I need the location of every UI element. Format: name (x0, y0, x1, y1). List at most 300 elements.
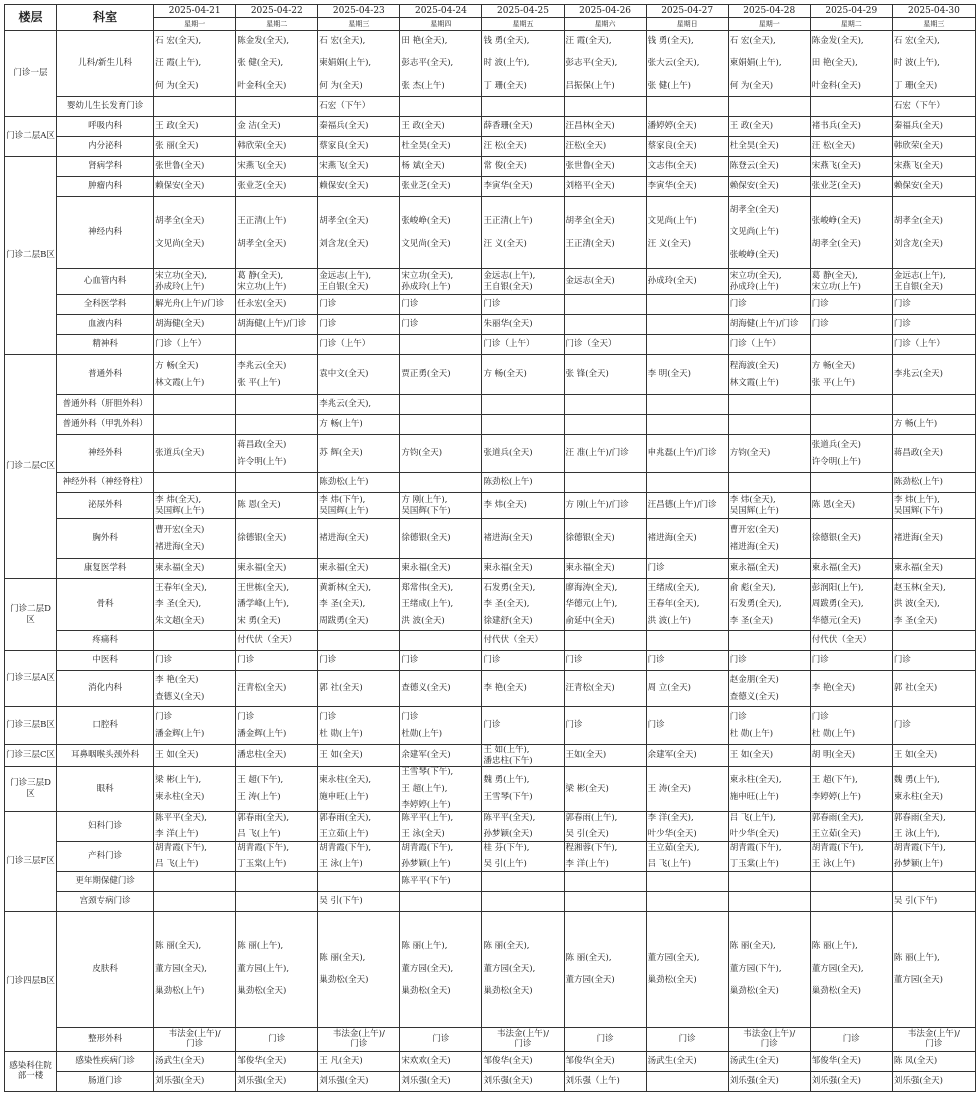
schedule-cell: 赖保安(全天) (728, 177, 810, 197)
doctor-entry: 田 艳(全天), (811, 58, 858, 69)
doctor-entry: 石发勇(全天), (729, 599, 782, 610)
doctor-entry: 李 炜(全天), (729, 495, 776, 505)
schedule-row (5, 841, 976, 871)
doctor-entry: 宋立功(上午) (237, 281, 287, 292)
doctor-entry: 刘含龙(全天) (893, 238, 943, 249)
schedule-row (5, 415, 976, 435)
doctor-entry: 华德元(上午), (565, 599, 618, 610)
doctor-entry: 吴国辉(下午) (893, 505, 943, 516)
doctor-entry: 文见尚(全天) (155, 238, 205, 249)
doctor-entry: 周 立(全天) (647, 683, 691, 694)
schedule-cell (236, 671, 318, 707)
doctor-entry: 张峻峥(全天) (729, 249, 779, 260)
schedule-cell (646, 97, 728, 117)
schedule-cell: 柬永福(全天) (236, 559, 318, 579)
schedule-cell (892, 671, 975, 707)
schedule-cell: 门诊（全天） (564, 335, 646, 355)
schedule-cell (810, 335, 892, 355)
doctor-entry: 李 炜(上午), (893, 495, 940, 505)
doctor-entry: 叶少华(全天) (729, 829, 779, 839)
schedule-cell (154, 891, 236, 911)
schedule-cell: 门诊 (400, 295, 482, 315)
schedule-cell (482, 1027, 564, 1051)
doctor-entry: 汪昌德(上午)/门诊 (647, 500, 717, 511)
floor-cell: 感染科住院部一楼 (5, 1051, 57, 1091)
doctor-entry: 陈 丽(全天), (155, 941, 202, 952)
date-header: 2025-04-30 (892, 5, 975, 18)
schedule-cell (564, 767, 646, 812)
schedule-cell: 门诊（上午） (482, 335, 564, 355)
doctor-entry: 宋立功(全天), (729, 271, 782, 281)
schedule-cell (318, 767, 400, 812)
doctor-entry: 洪 波(上午) (647, 615, 691, 626)
doctor-entry: 门诊 (565, 720, 583, 731)
schedule-cell (482, 355, 564, 395)
schedule-cell (236, 335, 318, 355)
schedule-row (5, 811, 976, 841)
doctor-entry: 李 圣(全天), (155, 599, 202, 610)
schedule-row (5, 137, 976, 157)
doctor-entry: 门诊 (350, 1039, 368, 1049)
doctor-entry: 王 如(全天) (319, 750, 363, 761)
schedule-cell: 门诊 (646, 559, 728, 579)
schedule-cell (154, 579, 236, 631)
schedule-cell: 刘乐强(全天) (810, 1071, 892, 1091)
doctor-entry: 褚进海(全天) (319, 533, 369, 544)
schedule-cell: 付代伏（全天） (482, 631, 564, 651)
floor-cell: 门诊三层B区 (5, 707, 57, 745)
schedule-cell (728, 811, 810, 841)
doctor-entry: 李 圣(全天) (893, 615, 938, 626)
schedule-cell (400, 1027, 482, 1051)
schedule-cell (810, 891, 892, 911)
schedule-cell (892, 395, 975, 415)
doctor-entry: 廖海涛(全天), (565, 582, 618, 593)
dept-cell: 普通外科（甲乳外科） (57, 415, 154, 435)
doctor-entry: 郭春雨(全天), (811, 812, 864, 823)
schedule-cell (646, 891, 728, 911)
schedule-row (5, 911, 976, 1027)
doctor-entry: 董方园(全天), (647, 952, 700, 963)
schedule-row (5, 355, 976, 395)
doctor-entry: 陈 丽(全天), (483, 941, 530, 952)
doctor-entry: 潘学峰(上午), (237, 599, 290, 610)
schedule-cell (154, 707, 236, 745)
schedule-cell (318, 269, 400, 295)
schedule-cell (400, 269, 482, 295)
schedule-cell: 刘格平(全天) (564, 177, 646, 197)
schedule-cell (810, 841, 892, 871)
doctor-entry: 王 涛(上午) (237, 791, 281, 802)
doctor-entry: 王立茹(全天) (811, 829, 861, 839)
doctor-entry: 门诊 (729, 712, 747, 722)
doctor-entry: 石发勇(全天), (483, 582, 536, 593)
doctor-entry: 门诊 (811, 712, 829, 722)
doctor-entry: 施申旺(上午) (319, 791, 369, 802)
doctor-entry: 李 圣(全天) (729, 615, 774, 626)
schedule-cell (154, 269, 236, 295)
doctor-entry: 查德义(全天) (401, 683, 451, 694)
doctor-entry: 方 畅(全天) (155, 361, 199, 371)
doctor-entry: 梁 彬(上午), (155, 775, 202, 786)
schedule-cell (482, 415, 564, 435)
schedule-cell (236, 197, 318, 269)
doctor-entry: 李 艳(全天) (811, 683, 856, 694)
schedule-cell: 门诊 (318, 295, 400, 315)
doctor-entry: 王 泳(上午), (893, 829, 940, 839)
doctor-entry: 何 为(全天) (319, 80, 363, 91)
schedule-cell: 李寅华(全天) (482, 177, 564, 197)
schedule-cell (154, 631, 236, 651)
schedule-cell (482, 97, 564, 117)
doctor-entry: 柬永柱(全天), (319, 775, 372, 786)
schedule-cell (810, 707, 892, 745)
schedule-cell (892, 745, 975, 767)
doctor-entry: 蒋昌政(全天) (237, 440, 287, 450)
doctor-entry: 董方园(全天), (155, 963, 207, 974)
schedule-cell (400, 579, 482, 631)
doctor-entry: 王 超(下午), (237, 775, 284, 786)
doctor-entry: 陈平平(全天), (155, 812, 207, 823)
doctor-entry: 叶少华(全天) (647, 829, 697, 839)
doctor-entry: 许令明(上午) (237, 456, 287, 467)
doctor-entry: 何 为(全天) (729, 80, 774, 91)
floor-cell: 门诊二层C区 (5, 355, 57, 579)
schedule-cell (482, 891, 564, 911)
dept-cell: 血液内科 (57, 315, 154, 335)
doctor-entry: 方 刚(上午), (401, 495, 448, 505)
doctor-entry: 张 平(上午) (237, 377, 281, 388)
dept-cell: 肾病学科 (57, 157, 154, 177)
schedule-cell (400, 473, 482, 493)
doctor-entry: 吴 引(全天) (565, 829, 609, 839)
doctor-entry: 李 圣(全天), (319, 599, 366, 610)
schedule-cell: 宋燕飞(全天) (236, 157, 318, 177)
schedule-cell (646, 671, 728, 707)
doctor-entry: 柬永柱(全天) (893, 791, 943, 802)
doctor-entry: 杜 勋(上午) (811, 728, 856, 739)
schedule-cell: 陈平平(下午) (400, 871, 482, 891)
schedule-cell: 刘乐强(全天) (236, 1071, 318, 1091)
schedule-row (5, 559, 976, 579)
doctor-entry: 余建军(全天) (401, 750, 451, 761)
schedule-cell (400, 891, 482, 911)
schedule-cell (400, 671, 482, 707)
doctor-entry: 方钧(全天) (729, 448, 771, 459)
doctor-entry: 孙梦颖(全天) (483, 829, 533, 839)
schedule-cell (318, 911, 400, 1027)
doctor-entry: 张 健(上午) (647, 80, 691, 91)
doctor-entry: 王 如(全天) (893, 750, 938, 761)
schedule-cell (154, 811, 236, 841)
schedule-cell (728, 395, 810, 415)
schedule-row (5, 1071, 976, 1091)
doctor-entry: 巢劲松(全天) (319, 975, 369, 985)
schedule-cell: 张业芝(全天) (400, 177, 482, 197)
schedule-cell (728, 911, 810, 1027)
doctor-entry: 宋 勇(全天) (237, 615, 281, 626)
schedule-cell (154, 745, 236, 767)
schedule-cell: 宋欢欢(全天) (400, 1051, 482, 1071)
doctor-entry: 门诊 (268, 1033, 286, 1044)
dept-cell: 肿瘤内科 (57, 177, 154, 197)
doctor-entry: 梁 彬(全天) (565, 783, 609, 794)
schedule-cell (646, 911, 728, 1027)
schedule-cell: 邹俊华(全天) (236, 1051, 318, 1071)
doctor-entry: 曹开宏(全天) (155, 525, 205, 535)
schedule-cell (892, 767, 975, 812)
schedule-cell (318, 841, 400, 871)
floor-cell: 门诊四层B区 (5, 911, 57, 1051)
schedule-row (5, 31, 976, 97)
schedule-cell (892, 197, 975, 269)
doctor-entry: 汪 义(全天) (647, 238, 691, 249)
weekday-header: 星期一 (154, 18, 236, 31)
weekday-header: 星期三 (318, 18, 400, 31)
doctor-entry: 方钧(全天) (401, 448, 443, 459)
schedule-cell (564, 911, 646, 1027)
schedule-cell: 门诊（上午） (728, 335, 810, 355)
schedule-cell (400, 631, 482, 651)
floor-header: 楼层 (5, 5, 57, 31)
dept-cell: 泌尿外科 (57, 493, 154, 519)
schedule-cell (810, 911, 892, 1027)
schedule-row (5, 519, 976, 559)
doctor-entry: 汪 霞(上午), (155, 58, 202, 69)
schedule-cell: 解光舟(上午)/门诊 (154, 295, 236, 315)
schedule-cell (728, 631, 810, 651)
schedule-cell: 柬永福(全天) (318, 559, 400, 579)
schedule-cell (646, 745, 728, 767)
doctor-entry: 门诊 (893, 720, 911, 731)
schedule-cell: 门诊（上午） (892, 335, 975, 355)
doctor-entry: 陈平平(上午), (401, 812, 454, 823)
schedule-cell (646, 871, 728, 891)
doctor-entry: 董方园(全天) (565, 975, 615, 985)
schedule-cell: 门诊 (482, 651, 564, 671)
dept-cell: 耳鼻咽喉头颈外科 (57, 745, 154, 767)
schedule-cell (892, 269, 975, 295)
doctor-entry: 李兆云(全天) (893, 369, 943, 380)
schedule-cell (728, 707, 810, 745)
schedule-cell: 刘乐强(全天) (892, 1071, 975, 1091)
schedule-cell (236, 579, 318, 631)
schedule-cell (646, 315, 728, 335)
schedule-row (5, 707, 976, 745)
schedule-cell: 吴 引(下午) (892, 891, 975, 911)
doctor-entry: 张 平(上午) (811, 377, 856, 388)
schedule-cell (646, 811, 728, 841)
schedule-cell (892, 355, 975, 395)
doctor-entry: 钱 勇(全天), (647, 35, 694, 46)
schedule-cell: 门诊 (318, 651, 400, 671)
schedule-cell (728, 767, 810, 812)
schedule-cell (154, 1027, 236, 1051)
doctor-entry: 巢劲松(全天) (647, 975, 697, 985)
doctor-entry: 门诊 (514, 1039, 532, 1049)
schedule-cell (728, 745, 810, 767)
schedule-cell: 秦福兵(全天) (892, 117, 975, 137)
doctor-entry: 陈金发(全天), (237, 35, 290, 46)
schedule-row (5, 1027, 976, 1051)
schedule-cell (482, 911, 564, 1027)
schedule-cell: 宋燕飞(全天) (318, 157, 400, 177)
schedule-cell (564, 579, 646, 631)
doctor-entry: 门诊 (237, 712, 255, 722)
doctor-entry: 张峻峥(全天) (811, 216, 861, 226)
floor-cell: 门诊二层A区 (5, 117, 57, 157)
doctor-entry: 吕 飞(上午) (647, 859, 691, 869)
doctor-entry: 丁 珊(全天) (483, 80, 527, 91)
schedule-cell (564, 707, 646, 745)
schedule-cell: 李寅华(全天) (646, 177, 728, 197)
schedule-cell: 陈劲松(上午) (318, 473, 400, 493)
weekday-header: 星期六 (564, 18, 646, 31)
schedule-cell: 门诊 (564, 651, 646, 671)
schedule-cell (400, 707, 482, 745)
schedule-cell (236, 871, 318, 891)
doctor-entry: 丁玉棠(上午) (237, 859, 287, 869)
dept-cell: 肠道门诊 (57, 1071, 154, 1091)
schedule-cell (810, 811, 892, 841)
doctor-entry: 金远志(上午), (893, 271, 946, 281)
schedule-cell: 韩欣荣(全天) (236, 137, 318, 157)
doctor-entry: 董方园(上午), (237, 963, 290, 974)
schedule-cell (810, 415, 892, 435)
schedule-cell (564, 841, 646, 871)
schedule-cell: 吴 引(下午) (318, 891, 400, 911)
schedule-cell (482, 493, 564, 519)
doctor-entry: 韦法金(上午)/ (496, 1028, 549, 1039)
weekday-header: 星期二 (810, 18, 892, 31)
schedule-cell (236, 31, 318, 97)
doctor-entry: 徐德银(全天) (811, 533, 861, 544)
schedule-cell (810, 31, 892, 97)
doctor-entry: 李 洋(上午) (565, 859, 609, 869)
dept-cell: 皮肤科 (57, 911, 154, 1027)
doctor-entry: 潘忠柱(全天) (237, 750, 287, 761)
schedule-cell: 褚书兵(全天) (810, 117, 892, 137)
dept-cell: 神经内科 (57, 197, 154, 269)
doctor-entry: 郭春雨(上午), (565, 812, 618, 823)
doctor-entry: 柬永柱(全天), (729, 775, 782, 786)
schedule-cell (400, 911, 482, 1027)
schedule-cell (154, 435, 236, 473)
doctor-entry: 柬娟娟(上午), (729, 58, 782, 69)
doctor-entry: 丁玉棠(上午) (729, 859, 779, 869)
schedule-cell (810, 97, 892, 117)
schedule-cell: 陈登云(全天) (728, 157, 810, 177)
schedule-cell (400, 395, 482, 415)
doctor-entry: 王自银(全天) (483, 281, 533, 292)
schedule-cell: 门诊 (400, 315, 482, 335)
doctor-entry: 吕振保(上午) (565, 80, 615, 91)
schedule-cell (646, 707, 728, 745)
schedule-cell: 宋燕飞(全天) (810, 157, 892, 177)
doctor-entry: 宋立功(全天), (401, 271, 454, 281)
doctor-entry: 王 涛(全天) (647, 783, 691, 794)
doctor-entry: 吴国辉(上午) (729, 505, 779, 516)
schedule-cell (318, 631, 400, 651)
doctor-entry: 李 明(全天) (647, 369, 691, 380)
schedule-cell (564, 493, 646, 519)
schedule-cell: 柬永福(全天) (400, 559, 482, 579)
doctor-entry: 程海波(全天) (729, 361, 779, 371)
doctor-entry: 郭 社(全天) (893, 683, 938, 694)
doctor-entry: 巢劲松(全天) (401, 986, 451, 997)
schedule-cell: 门诊 (892, 315, 975, 335)
doctor-entry: 文见尚(上午) (647, 216, 697, 226)
doctor-entry: 王春年(全天), (155, 582, 207, 593)
schedule-cell (236, 395, 318, 415)
schedule-cell (892, 871, 975, 891)
doctor-entry: 丁 珊(全天) (893, 80, 938, 91)
doctor-entry: 杜 勋(上午) (319, 728, 363, 739)
doctor-entry: 苏 辉(全天) (319, 448, 363, 459)
schedule-cell: 柬永福(全天) (892, 559, 975, 579)
schedule-cell (810, 355, 892, 395)
schedule-cell: 金 洁(全天) (236, 117, 318, 137)
doctor-entry: 王世栋(全天), (237, 582, 290, 593)
schedule-cell (318, 31, 400, 97)
dept-cell: 整形外科 (57, 1027, 154, 1051)
doctor-entry: 贾正勇(全天) (401, 369, 451, 380)
doctor-entry: 杜勋(上午) (401, 728, 443, 739)
dept-cell: 妇科门诊 (57, 811, 154, 841)
schedule-row (5, 157, 976, 177)
schedule-cell (646, 435, 728, 473)
doctor-entry: 王绪成(全天), (647, 582, 700, 593)
schedule-cell (564, 435, 646, 473)
schedule-cell (810, 269, 892, 295)
date-header: 2025-04-23 (318, 5, 400, 18)
doctor-entry: 潘忠柱(下午) (483, 755, 533, 766)
doctor-entry: 李婷婷(上午) (811, 791, 861, 802)
dept-cell: 神经外科 (57, 435, 154, 473)
doctor-entry: 孙成玲(上午) (401, 281, 451, 292)
schedule-cell (154, 31, 236, 97)
doctor-entry: 李 艳(全天) (155, 675, 199, 685)
doctor-entry: 赵玉林(全天), (893, 582, 946, 593)
doctor-entry: 陈 丽(上午), (811, 941, 858, 952)
doctor-entry: 郭春雨(全天), (893, 812, 946, 823)
schedule-cell (318, 197, 400, 269)
schedule-cell (482, 31, 564, 97)
schedule-cell (646, 579, 728, 631)
schedule-cell (482, 871, 564, 891)
doctor-entry: 张 锋(全天) (565, 369, 609, 380)
date-header: 2025-04-26 (564, 5, 646, 18)
date-header: 2025-04-21 (154, 5, 236, 18)
doctor-entry: 刘含龙(全天) (319, 238, 369, 249)
schedule-cell (892, 31, 975, 97)
dept-cell: 胸外科 (57, 519, 154, 559)
schedule-cell (564, 395, 646, 415)
dept-cell: 心血管内科 (57, 269, 154, 295)
dept-cell: 疼痛科 (57, 631, 154, 651)
doctor-entry: 巢劲松(全天) (729, 986, 779, 997)
schedule-row (5, 493, 976, 519)
doctor-entry: 门诊 (925, 1039, 943, 1049)
doctor-entry: 魏 勇(上午), (893, 775, 940, 786)
doctor-entry: 方 畅(全天) (483, 369, 527, 380)
schedule-row (5, 671, 976, 707)
doctor-entry: 徐德银(全天) (401, 533, 451, 544)
doctor-entry: 门诊 (647, 720, 665, 731)
schedule-cell: 汤武生(全天) (728, 1051, 810, 1071)
schedule-cell (892, 811, 975, 841)
schedule-cell (564, 811, 646, 841)
